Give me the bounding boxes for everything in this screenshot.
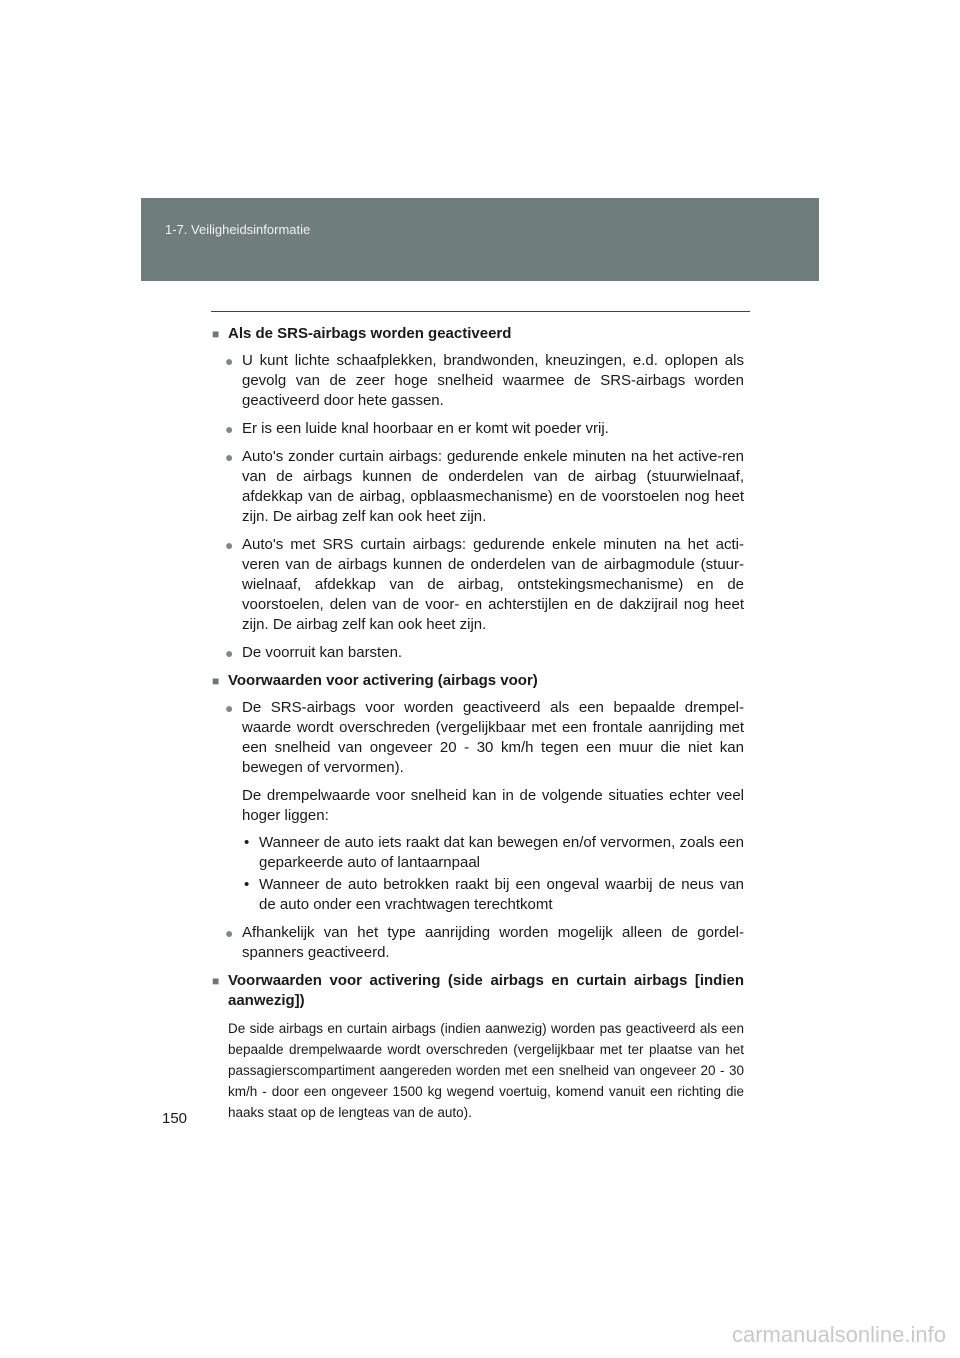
circle-bullet-icon: ● [225, 353, 234, 369]
circle-bullet-icon: ● [225, 449, 234, 465]
section-heading: ■ Als de SRS-airbags worden geactiveerd [212, 325, 512, 342]
square-bullet-icon: ■ [212, 974, 220, 988]
paragraph: De drempelwaarde voor snelheid kan in de volgende situaties echter veel hoger liggen: [242, 787, 744, 824]
bullet-item: ● Afhankelijk van het type aanrijding worden mogelijk alleen de gordel-spanners geactiveerd. [225, 924, 744, 961]
sub-list-item: • Wanneer de auto betrokken raakt bij een ongeval waarbij de neus van de auto onder een vrachtwagen terechtkomt [244, 876, 744, 913]
dot-bullet-icon: • [244, 834, 250, 851]
chapter-header-band [141, 198, 819, 281]
page-number: 150 [162, 1110, 188, 1127]
main-content [212, 324, 744, 1123]
bullet-item: ● Er is een luide knal hoorbaar en er komt wit poeder vrij. [225, 420, 609, 437]
circle-bullet-icon: ● [225, 700, 234, 716]
circle-bullet-icon: ● [225, 537, 234, 553]
section-title: 1-7. Veiligheidsinformatie [165, 222, 311, 237]
circle-bullet-icon: ● [225, 421, 234, 437]
circle-bullet-icon: ● [225, 925, 234, 941]
bullet-item: ● Auto's met SRS curtain airbags: gedurende enkele minuten na het acti-veren van de airbags kunnen de onderdelen van de airbagmodule (stuur-wielnaaf, afdekkap van de airbag, ontstekingsmechanisme) en de voorstoelen, delen van de voor- en achterstijlen en de dakzijrail nog heet zijn. De airbag zelf kan ook heet zijn. [225, 536, 744, 633]
section-heading: ■ Voorwaarden voor activering (side airbags en curtain airbags [indien aanwezig]) [212, 972, 744, 1009]
bullet-item: ● De SRS-airbags voor worden geactiveerd als een bepaalde drempel-waarde wordt overschreden (vergelijkbaar met een frontale aanrijding met een snelheid van ongeveer 20 - 30 km/h tegen een muur die niet kan bewegen of vervormen). [225, 699, 744, 776]
paragraph: De side airbags en curtain airbags (indien aanwezig) worden pas geactiveerd als een bepaalde drempelwaarde wordt overschreden (vergelijkbaar met ter plaatse van het passagierscompartiment aangereden worden met een snelheid van ongeveer 20 - 30 km/h - door een ongeveer 1500 kg wegend voertuig, komend vanuit een richting die haaks staat op de lengteas van de auto). [228, 1021, 744, 1120]
circle-bullet-icon: ● [225, 645, 234, 661]
sub-list-item: • Wanneer de auto iets raakt dat kan bewegen en/of vervormen, zoals een geparkeerde auto of lantaarnpaal [244, 834, 744, 871]
square-bullet-icon: ■ [212, 327, 220, 341]
square-bullet-icon: ■ [212, 674, 220, 688]
watermark: carmanualsonline.info [731, 1322, 946, 1347]
bullet-item: ● U kunt lichte schaafplekken, brandwonden, kneuzingen, e.d. oplopen als gevolg van de zeer hoge snelheid waarmee de SRS-airbags worden geactiveerd door hete gassen. [225, 352, 744, 409]
top-rule [211, 311, 750, 312]
dot-bullet-icon: • [244, 876, 250, 893]
section-heading: ■ Voorwaarden voor activering (airbags voor) [212, 672, 538, 689]
bullet-item: ● De voorruit kan barsten. [225, 644, 403, 661]
bullet-item: ● Auto's zonder curtain airbags: gedurende enkele minuten na het active-ren van de airbags kunnen de onderdelen van de airbag (stuurwielnaaf, afdekkap van de airbag, opblaasmechanisme) en de voorstoelen nog heet zijn. De airbag zelf kan ook heet zijn. [225, 448, 744, 525]
